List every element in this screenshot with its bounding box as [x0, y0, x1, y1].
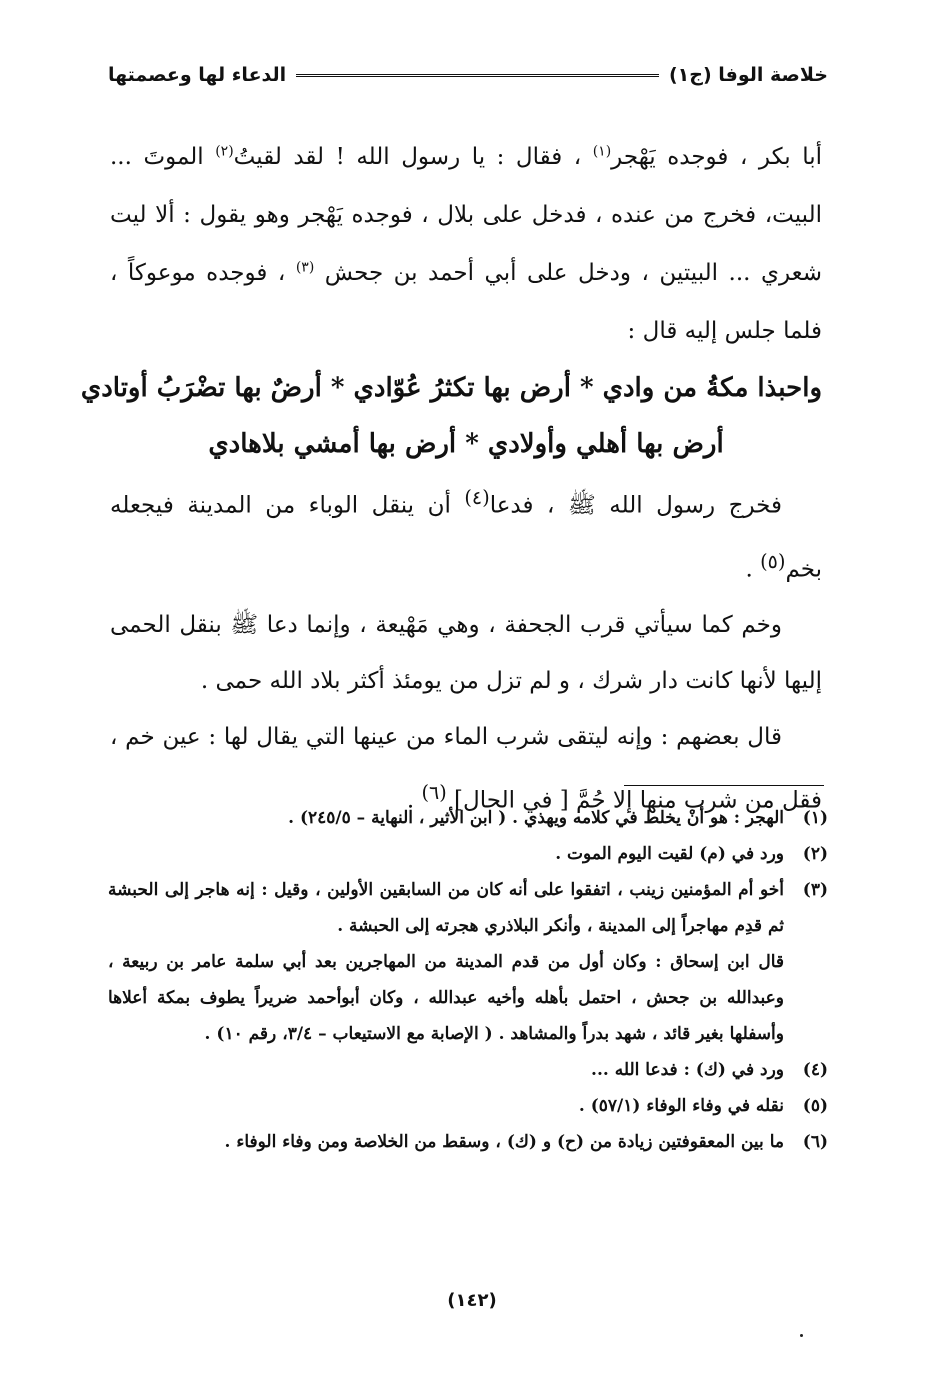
book-title: خلاصة الوفا (ج١): [668, 64, 828, 86]
poem-verse-1: واحبذا مكةُ من وادي * أرض بها تكثرُ عُوّادي * أرضٌ بها تضْرَبُ أوتادي: [80, 373, 822, 403]
footnote-text: ورد في (ك) : فدعا الله ...: [591, 1060, 784, 1080]
text-run: أن ينقل الوباء من المدينة فيجعله بخم: [110, 492, 822, 583]
footnote-separator: [624, 785, 824, 786]
poem-verse-2: أرض بها أهلي وأولادي * أرض بها أمشي بلاهادي: [208, 429, 724, 459]
footnote-ref-5[interactable]: (٥): [760, 549, 786, 573]
footnotes: [108, 800, 828, 1160]
header-rule: [296, 74, 659, 77]
footnote-3-continuation: قال ابن إسحاق : وكان أول من قدم المدينة من المهاجرين بعد أبي سلمة عامر بن ربيعة ، وعبدالله بن جحش ، احتمل بأهله وأخيه عبدالله ، وكان أبوأحمد ضريراً يطوف بمكة أعلاها وأسفلها بغير قائد ، شهد بدراً والمشاهد . ( الإصابة مع الاستيعاب – ٣/٤، رقم ١٠) .: [108, 952, 784, 1044]
footnote-text: ما بين المعقوفتين زيادة من (ح) و (ك) ، وسقط من الخلاصة ومن وفاء الوفاء .: [224, 1132, 784, 1152]
footnote-6: [108, 1124, 828, 1160]
footnote-5: [108, 1088, 828, 1124]
body-paragraph-1: [110, 128, 822, 360]
footnote-ref-3[interactable]: (٣): [295, 259, 315, 276]
footnote-text: نقله في وفاء الوفاء (٥٧/١) .: [578, 1096, 784, 1116]
text-run: .: [745, 556, 753, 583]
text-run: الموتَ ... البيت، فخرج من عنده ، فدخل على بلال ، فوجده يَهْجر وهو يقول : ألا ليت شعري ... البيتين ، ودخل على أبي أحمد بن جحش: [110, 144, 823, 286]
footnote-text: ورد في (م) لقيت اليوم الموت .: [555, 844, 784, 864]
footnote-ref-4[interactable]: (٤): [464, 486, 490, 509]
body-paragraph-3: وخم كما سيأتي قرب الجحفة ، وهي مَهْيعة ، وإنما دعا ﷺ بنقل الحمى إليها لأنها كانت دار شرك ، و لم تزل من يومئذ أكثر بلاد الله حمى .: [110, 612, 822, 695]
scan-speck: [800, 1334, 803, 1337]
footnote-number: (٦): [802, 1132, 828, 1152]
footnote-1: [108, 800, 828, 836]
text-run: أبا بكر ، فوجده يَهْجر: [611, 144, 822, 170]
footnote-number: (٥): [802, 1096, 828, 1116]
text-run: ، فقال : يا رسول الله ! لقد لقيتُ: [233, 144, 582, 170]
footnote-2: [108, 836, 828, 872]
body-paragraph-2: [110, 470, 822, 597]
footnote-4: [108, 1052, 828, 1088]
page-number: (١٤٢): [447, 1290, 497, 1311]
chapter-title: الدعاء لها وعصمتها: [108, 64, 287, 86]
footnote-number: (٣): [802, 880, 828, 900]
text-run: .: [406, 787, 415, 814]
text-run: ، فوجده موعوكاً ، فلما جلس إليه قال :: [110, 260, 822, 344]
footnote-text: الهجر : هو أنْ يخلط في كلامه ويهذي . ( ابن الأثير ، النهاية – ٢٤٥/٥) .: [288, 808, 784, 828]
footnote-number: (٤): [802, 1060, 828, 1080]
text-run: قال بعضهم : وإنه ليتقى شرب الماء من عينها التي يقال لها : عين خم ، فقل من شرب منها إلا حُمَّ [ في الحال]: [110, 724, 822, 814]
text-run: فخرج رسول الله ﷺ ، فدعا: [489, 492, 783, 519]
footnote-number: (١): [802, 808, 828, 828]
body-after-poem: [110, 470, 822, 829]
footnote-ref-2[interactable]: (٢): [215, 143, 234, 160]
footnote-3: [108, 872, 828, 944]
footnote-ref-6[interactable]: (٦): [421, 781, 447, 805]
poem: [80, 360, 822, 472]
footnote-text: أخو أم المؤمنين زينب ، اتفقوا على أنه كان من السابقين الأولين ، وقيل : إنه هاجر إلى الحبشة ثم قدِم مهاجراً إلى المدينة ، وأنكر البلاذري هجرته إلى الحبشة .: [108, 880, 784, 936]
footnote-ref-1[interactable]: (١): [592, 143, 612, 160]
running-header: [108, 58, 828, 92]
footnote-number: (٢): [802, 844, 828, 864]
